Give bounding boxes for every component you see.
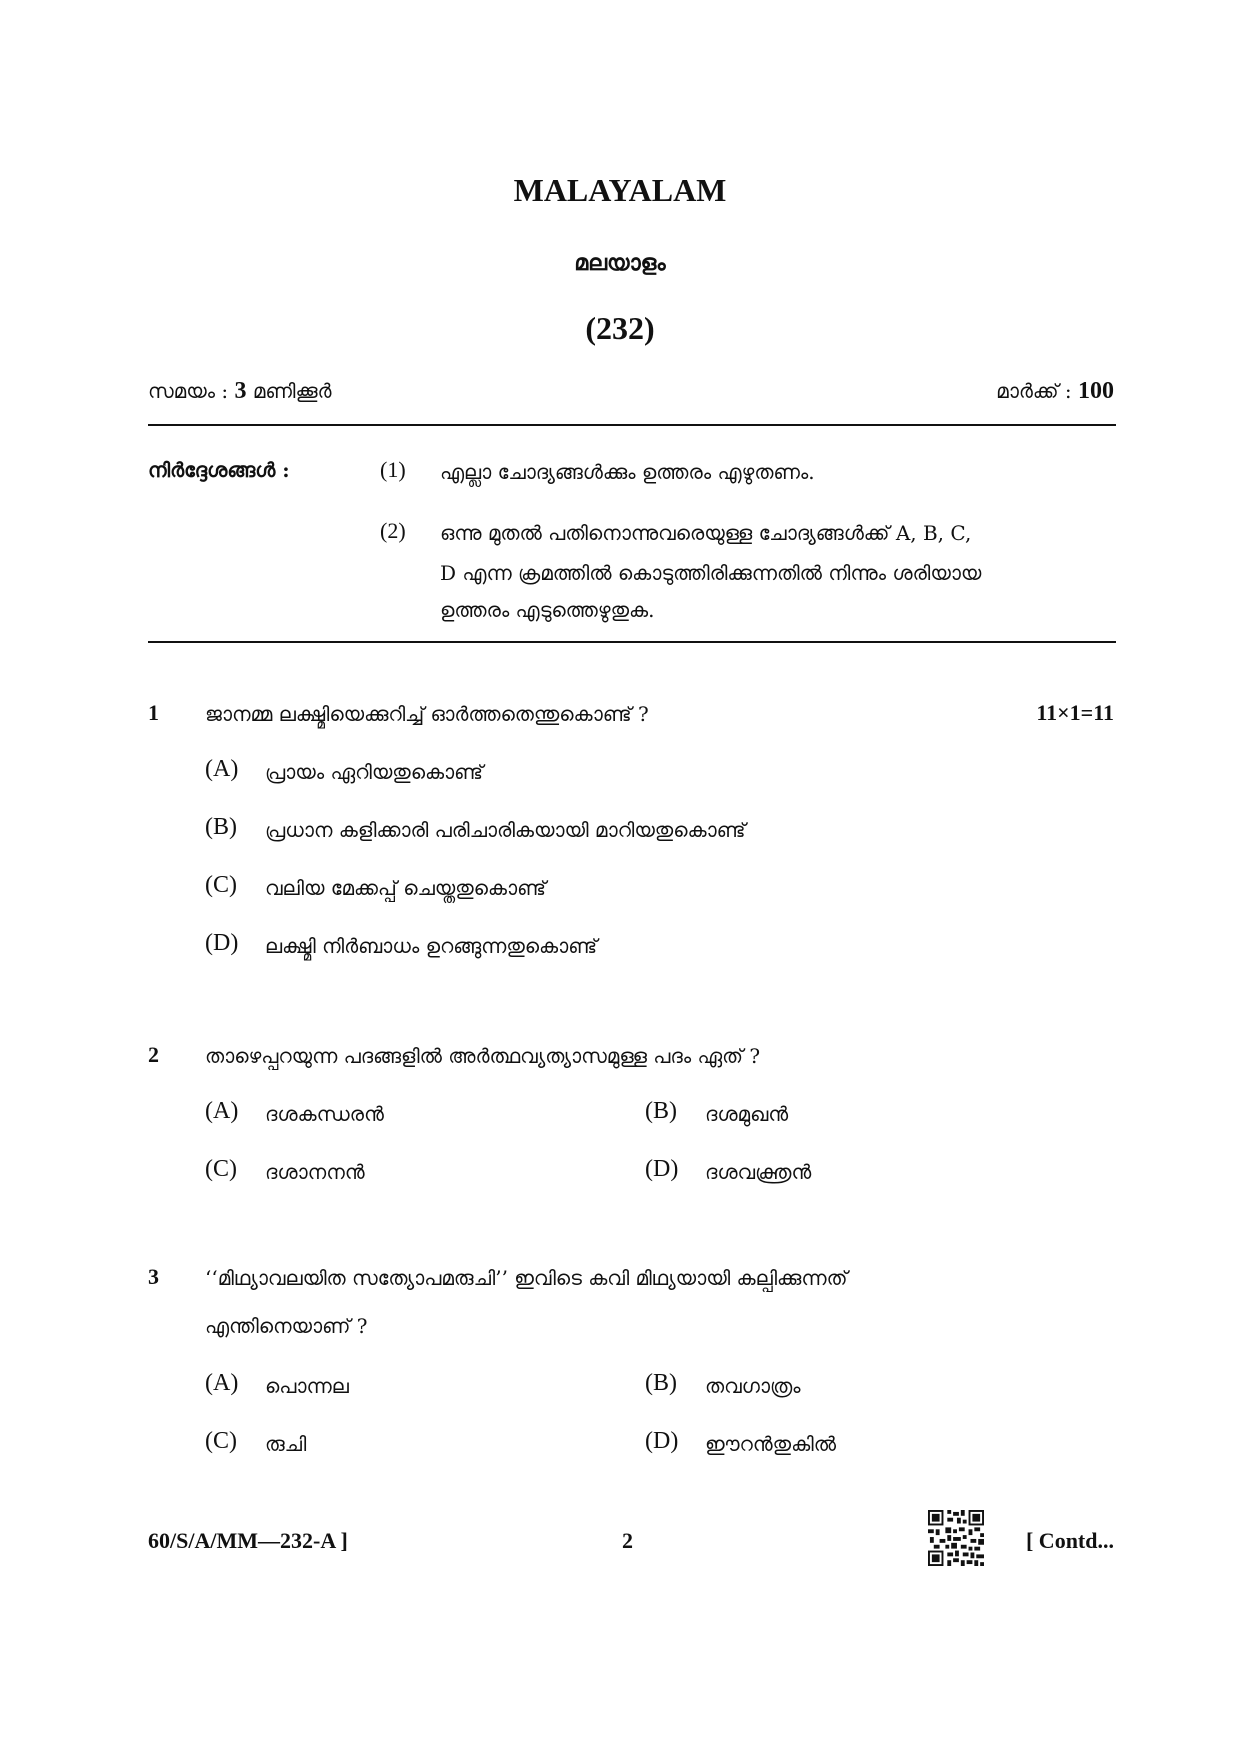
page-number: 2 [622, 1528, 633, 1553]
question-3-line-2: എന്തിനെയാണ് ? [205, 1314, 368, 1338]
question-3-option-b-label: (B) [645, 1370, 677, 1396]
question-1-option-b-text: പ്രധാന കളിക്കാരി പരിചാരികയായി മാറിയതുകൊണ്ട് [265, 818, 746, 842]
instruction-1-number: (1) [380, 457, 406, 482]
question-1-option-a-label: (A) [205, 756, 239, 782]
question-2-number: 2 [148, 1042, 159, 1067]
question-1-option-d-label: (D) [205, 930, 239, 956]
question-2-option-c-text: ദശാനനൻ [265, 1160, 365, 1184]
question-2-text: താഴെപ്പറയുന്ന പദങ്ങളിൽ അർത്ഥവ്യത്യാസമുള്ള പദം ഏത് ? [205, 1044, 761, 1068]
marks-info [996, 378, 1114, 405]
time-value: 3 [234, 378, 247, 404]
question-1-text: ജാനമ്മ ലക്ഷ്മിയെക്കുറിച്ച് ഓർത്തതെന്തുകൊണ്ട് ? [205, 702, 649, 726]
question-3-option-c-label: (C) [205, 1428, 237, 1454]
page-subtitle: മലയാളം [574, 250, 666, 276]
question-3-option-a-text: പൊന്നല [265, 1374, 349, 1398]
qr-code-icon [928, 1510, 984, 1566]
question-2-option-a-text: ദശകന്ധരൻ [265, 1102, 384, 1126]
instruction-2-line-2: D എന്ന ക്രമത്തിൽ കൊടുത്തിരിക്കുന്നതിൽ നിന്നും ശരിയായ [440, 561, 982, 585]
question-2-option-a-label: (A) [205, 1098, 239, 1124]
divider-top [148, 424, 1116, 426]
divider-bottom [148, 641, 1116, 643]
question-1-option-a-text: പ്രായം ഏറിയതുകൊണ്ട് [265, 760, 484, 784]
instruction-2-line-1: ഒന്നു മുതൽ പതിനൊന്നുവരെയുള്ള ചോദ്യങ്ങൾക്ക് A, B, C, [440, 521, 972, 545]
question-3-option-d-label: (D) [645, 1428, 679, 1454]
question-3-option-c-text: രുചി [265, 1432, 307, 1456]
question-3-line-1: ‘‘മിഥ്യാവലയിത സത്യോപമരുചി’’ ഇവിടെ കവി മിഥ്യയായി കല്പിക്കുന്നത് [205, 1266, 848, 1290]
continued-label: [ Contd... [1025, 1528, 1114, 1553]
question-3-option-a-label: (A) [205, 1370, 239, 1396]
time-info [148, 378, 332, 405]
question-3-option-d-text: ഈറൻതുകിൽ [705, 1432, 836, 1456]
question-3-number: 3 [148, 1264, 159, 1289]
question-2-option-b-text: ദശമുഖൻ [705, 1102, 789, 1126]
instructions-label: നിർദ്ദേശങ്ങൾ : [148, 458, 290, 482]
question-1-option-d-text: ലക്ഷ്മി നിർബാധം ഉറങ്ങുന്നതുകൊണ്ട് [265, 934, 598, 958]
time-label: സമയം : [148, 379, 229, 403]
question-1-marks: 11×1=11 [1036, 700, 1114, 725]
question-2-option-d-label: (D) [645, 1156, 679, 1182]
instruction-1-text: എല്ലാ ചോദ്യങ്ങൾക്കും ഉത്തരം എഴുതണം. [440, 460, 815, 484]
question-1-number: 1 [148, 700, 159, 725]
subject-code: (232) [585, 310, 655, 346]
instruction-2-line-3: ഉത്തരം എടുത്തെഴുതുക. [440, 598, 655, 622]
marks-value: 100 [1078, 378, 1114, 404]
question-2-option-b-label: (B) [645, 1098, 677, 1124]
paper-code: 60/S/A/MM—232-A ] [148, 1528, 348, 1553]
question-1-option-c-label: (C) [205, 872, 237, 898]
question-2-option-c-label: (C) [205, 1156, 237, 1182]
instruction-2-number: (2) [380, 518, 406, 543]
marks-label: മാർക്ക് : [996, 379, 1072, 403]
time-unit: മണിക്കൂർ [252, 379, 332, 403]
question-2-option-d-text: ദശവക്ത്രൻ [705, 1160, 812, 1184]
page-title: MALAYALAM [513, 172, 727, 208]
question-1-option-b-label: (B) [205, 814, 237, 840]
question-1-option-c-text: വലിയ മേക്കപ്പ് ചെയ്തതുകൊണ്ട് [265, 876, 546, 900]
question-3-option-b-text: തവഗാത്രം [705, 1374, 801, 1398]
